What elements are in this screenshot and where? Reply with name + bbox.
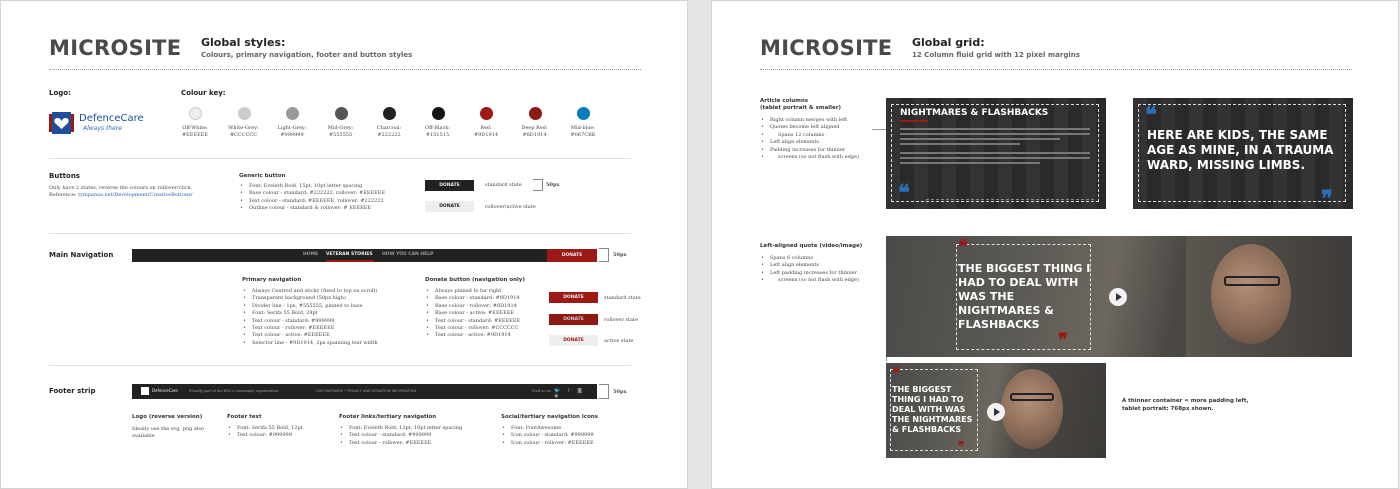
generic-button-specs xyxy=(239,183,385,213)
spec-item: • screens (so not flush with edge) xyxy=(760,277,859,284)
spec-item: • Font: FontAwesome xyxy=(501,425,594,432)
footer-links-specs xyxy=(339,425,462,447)
colour-swatch-name: White-Grey: xyxy=(228,125,259,131)
colour-swatch-name: Off-White: xyxy=(182,125,208,131)
spec-item: • Text colour - standard: #EEEEEE, rollover: #222222 xyxy=(239,198,385,205)
brand-title: MICROSITE xyxy=(760,36,893,60)
thinner-container-note: A thinner container = more padding left, tablet portrait: 768px shown. xyxy=(1122,398,1249,412)
reference-label: Reference: xyxy=(49,192,77,198)
footer-strip-label: Footer strip xyxy=(49,387,96,395)
footer-logo-name: DefenceCare xyxy=(152,388,178,393)
defencecare-logo xyxy=(49,112,74,134)
colour-swatch-name: Mid-blue: xyxy=(570,125,596,131)
colour-swatch-hex: #8D1914 xyxy=(522,132,547,138)
quote-close-icon: ❞ xyxy=(1058,330,1068,351)
spec-item: • Text colour - active: #EEEEEE xyxy=(242,332,378,339)
footer-text-specs xyxy=(227,425,303,440)
spec-item: • Left padding increases for thinner xyxy=(760,270,859,277)
title-underline xyxy=(900,120,928,122)
footer-text: Proudly part of the RSL's community organisation xyxy=(189,389,279,393)
spec-item: • Spans 12 columns xyxy=(760,132,859,139)
size-bracket xyxy=(599,248,609,262)
video-quote-text: THE BIGGEST THING I HAD TO DEAL WITH WAS THE NIGHTMARES & FLASHBACKS xyxy=(958,262,1091,331)
footer-col-body: Ideally use the svg, png also available xyxy=(132,426,204,439)
main-nav-bar xyxy=(132,249,597,262)
spec-item: • Quotes become left aligned xyxy=(760,124,859,131)
article-card-title: NIGHTMARES & FLASHBACKS xyxy=(900,108,1049,118)
article-body-text xyxy=(900,128,1090,164)
spec-item: • Font: Serifa 55 Bold, 12pt xyxy=(227,425,303,432)
article-column-specs xyxy=(760,117,859,161)
page-title: Global styles: xyxy=(201,36,286,49)
quote-card-kids xyxy=(1133,98,1353,212)
spec-item: • Base colour - active: #EEEEEE xyxy=(425,310,520,317)
video-quote-text-small: THE BIGGEST THING I HAD TO DEAL WITH WAS THE NIGHTMARES & FLASHBACKS xyxy=(892,385,973,434)
footer-links[interactable]: OUR PARTNERS • PRIVACY AND DONATION INFORMATION xyxy=(316,389,417,393)
nav-item-home[interactable]: HOME xyxy=(303,252,319,257)
standard-state-label: standard state xyxy=(485,182,522,188)
spec-item: • Font: Serifa 55 Bold, 24pt xyxy=(242,310,378,317)
footer-col-title: Footer links/tertiary navigation xyxy=(339,414,437,420)
article-card-nightmares xyxy=(886,98,1106,209)
page-title: Global grid: xyxy=(912,36,985,49)
spec-item: • Outline colour - standard & rollover: # EEEEEE xyxy=(239,205,385,212)
footer-col-title: Social/tertiary navigation icons xyxy=(501,414,598,420)
colour-swatch-hex: #151515 xyxy=(425,132,450,138)
quote-text: HERE ARE KIDS, THE SAME AGE AS MINE, IN A TRAUMA WARD, MISSING LIMBS. xyxy=(1147,128,1334,172)
colour-swatch-dot xyxy=(480,107,493,120)
donate-rollover-state: rollover state xyxy=(604,317,638,323)
page-subtitle: Colours, primary navigation, footer and button styles xyxy=(201,51,413,59)
quote-open-icon: ❝ xyxy=(892,365,900,381)
colour-swatch-dot xyxy=(529,107,542,120)
left-quote-label: Left-aligned quote (video/image) xyxy=(760,243,863,249)
button-size-label: 50px xyxy=(546,182,560,188)
colour-swatch-dot xyxy=(286,107,299,120)
footer-social-label: Find us on xyxy=(532,389,551,393)
colour-swatch-dot xyxy=(432,107,445,120)
quote-open-icon: ❝ xyxy=(1145,102,1157,128)
colour-key-label: Colour key: xyxy=(181,89,226,97)
colour-swatch-dot xyxy=(335,107,348,120)
section-divider xyxy=(49,233,631,234)
colour-swatch-dot xyxy=(238,107,251,120)
colour-swatch-hex: #9D1914 xyxy=(473,132,499,138)
donate-nav-rollover[interactable]: DONATE xyxy=(549,314,598,325)
spec-item: • Base colour - rollover: #8D1914 xyxy=(425,303,520,310)
colour-swatch-name: Charcoal: xyxy=(376,125,402,131)
page-global-styles xyxy=(0,0,688,489)
nav-item-how-you-can-help[interactable]: HOW YOU CAN HELP xyxy=(382,252,434,257)
spec-item: • Font: Eveleth Bold, 12pt, 10pt letter spacing xyxy=(339,425,462,432)
spec-item: • Text colour - standard: #EEEEEE xyxy=(425,318,520,325)
colour-swatch-hex: #999999 xyxy=(280,132,304,138)
main-nav-label: Main Navigation xyxy=(49,251,114,259)
colour-swatch-dot xyxy=(189,107,202,120)
reference-link[interactable]: tympanus.net/Development/CreativeButtons/ xyxy=(78,192,193,198)
spec-item: • screens (so not flush with edge) xyxy=(760,154,859,161)
colour-swatch-hex: #EEEEEE xyxy=(181,132,209,138)
colour-swatch-hex: #222222 xyxy=(377,132,401,138)
play-icon[interactable] xyxy=(987,403,1005,421)
logo-tagline: Always there xyxy=(83,125,122,132)
logo-label: Logo: xyxy=(49,89,71,97)
spec-item: • Base colour - standard: #222222, rollover: #EEEEEE xyxy=(239,190,385,197)
donate-button-rollover[interactable]: DONATE xyxy=(425,201,474,212)
colour-swatch-dot xyxy=(577,107,590,120)
spec-item: • Text colour - rollover: #CCCCCC xyxy=(425,325,520,332)
spec-item: • Left align elements xyxy=(760,262,859,269)
colour-swatch-name: Off-Black: xyxy=(425,125,450,131)
spec-item: • Text colour - standard: #999999 xyxy=(242,318,378,325)
man-portrait xyxy=(1001,369,1063,449)
donate-button-standard[interactable]: DONATE xyxy=(425,180,474,191)
spec-item: • Text colour - rollover: #EEEEEE xyxy=(242,325,378,332)
man-portrait xyxy=(1211,244,1291,344)
article-columns-sub: (tablet portrait & smaller) xyxy=(760,105,842,111)
spec-item: • Always Centred and sticky (fixed to top on scroll) xyxy=(242,288,378,295)
divider xyxy=(760,69,1352,70)
spec-item: • Base colour - standard: #9D1914 xyxy=(425,295,520,302)
spec-item: • Transparent background (50px high) xyxy=(242,295,378,302)
quote-close-icon: ❞ xyxy=(958,439,965,453)
colour-swatch-hex: #067CBK xyxy=(570,132,596,138)
spec-item: • Text colour - active: #9D1914 xyxy=(425,332,520,339)
spec-item: • Icon colour - standard: #999999 xyxy=(501,432,594,439)
size-bracket xyxy=(599,384,609,399)
colour-swatch-name: Red: xyxy=(480,125,492,131)
spec-item: • Icon colour - rollover: #EEEEEE xyxy=(501,440,594,447)
spec-item: • Padding increases for thinner xyxy=(760,147,859,154)
generic-button-title: Generic button xyxy=(239,173,286,179)
social-icons[interactable]: 🐦 f ◙ ♥ xyxy=(554,388,586,400)
spec-item: • Left align elements xyxy=(760,139,859,146)
buttons-reference xyxy=(49,192,192,199)
divider xyxy=(49,69,641,70)
donate-standard-state: standard state xyxy=(604,295,641,301)
page-subtitle: 12 Column fluid grid with 12 pixel margins xyxy=(912,51,1080,59)
brand-title: MICROSITE xyxy=(49,36,182,60)
quote-open-icon: ❝ xyxy=(898,180,910,206)
colour-swatch-name: Deep Red: xyxy=(521,125,548,131)
article-columns-label: Article columns xyxy=(760,98,809,104)
left-quote-specs xyxy=(760,255,859,285)
donate-nav-title: Donate button (navigation only) xyxy=(425,277,526,283)
video-quote-large[interactable] xyxy=(886,236,1352,357)
spec-item: • Always pinned to far right xyxy=(425,288,520,295)
nav-size-label: 50px xyxy=(613,252,627,258)
donate-nav-specs xyxy=(425,288,520,340)
page-global-grid xyxy=(711,0,1399,489)
colour-swatch-name: Light-Grey: xyxy=(277,125,307,131)
footer-size-label: 50px xyxy=(613,389,627,395)
colour-swatch-hex: #CCCCCC xyxy=(229,132,258,138)
spec-item: • Text colour - standard: #999999 xyxy=(339,432,462,439)
spec-item: • Right column merges with left xyxy=(760,117,859,124)
footer-col-title: Logo (reverse version) xyxy=(132,414,203,420)
buttons-label: Buttons xyxy=(49,172,80,180)
footer-col-title: Footer text xyxy=(227,414,262,420)
primary-nav-title: Primary navigation xyxy=(242,277,302,283)
spec-item: • Spans 6 columns xyxy=(760,255,859,262)
buttons-desc: Only have 2 states, reverse the colours on rollover/click. xyxy=(49,185,193,191)
colour-swatch-name: Mid-Grey: xyxy=(327,125,354,131)
social-icon-specs xyxy=(501,425,594,447)
footer-strip xyxy=(132,384,597,399)
spec-item: • Font: Eveleth Bold, 15pt, 10pt letter spacing xyxy=(239,183,385,190)
quote-close-icon: ❞ xyxy=(1321,186,1333,212)
grid-guide-line xyxy=(926,199,1094,200)
quote-open-icon: ❝ xyxy=(958,236,968,257)
spec-item: • Text colour - rollover: #EEEEEE xyxy=(339,440,462,447)
spec-item: • Selector line - #9D1914, 2px spanning text width xyxy=(242,340,378,347)
nav-donate-button[interactable]: DONATE xyxy=(547,249,597,262)
glasses xyxy=(1224,276,1280,286)
nav-item-veteran-stories[interactable]: VETERAN STORIES xyxy=(326,252,373,257)
donate-active-state: active state xyxy=(604,338,634,344)
section-divider xyxy=(49,365,631,366)
colour-swatch-hex: #555555 xyxy=(328,132,353,138)
colour-swatch-dot xyxy=(383,107,396,120)
donate-nav-standard[interactable]: DONATE xyxy=(549,292,598,303)
footer-logo-icon xyxy=(141,387,149,395)
section-divider xyxy=(49,158,631,159)
play-icon[interactable] xyxy=(1109,288,1127,306)
video-quote-small[interactable] xyxy=(886,363,1106,458)
size-bracket xyxy=(533,179,543,191)
donate-nav-active[interactable]: DONATE xyxy=(549,335,598,346)
spec-item: • Text colour: #999999 xyxy=(227,432,303,439)
glasses xyxy=(1010,393,1054,401)
primary-nav-specs xyxy=(242,288,378,347)
logo-name: DefenceCare xyxy=(79,113,144,124)
spec-item: • Divider line - 1px, #555555, pinned to base xyxy=(242,303,378,310)
nav-selector-line xyxy=(326,260,374,262)
rollover-state-label: rollover/active state xyxy=(485,204,536,210)
